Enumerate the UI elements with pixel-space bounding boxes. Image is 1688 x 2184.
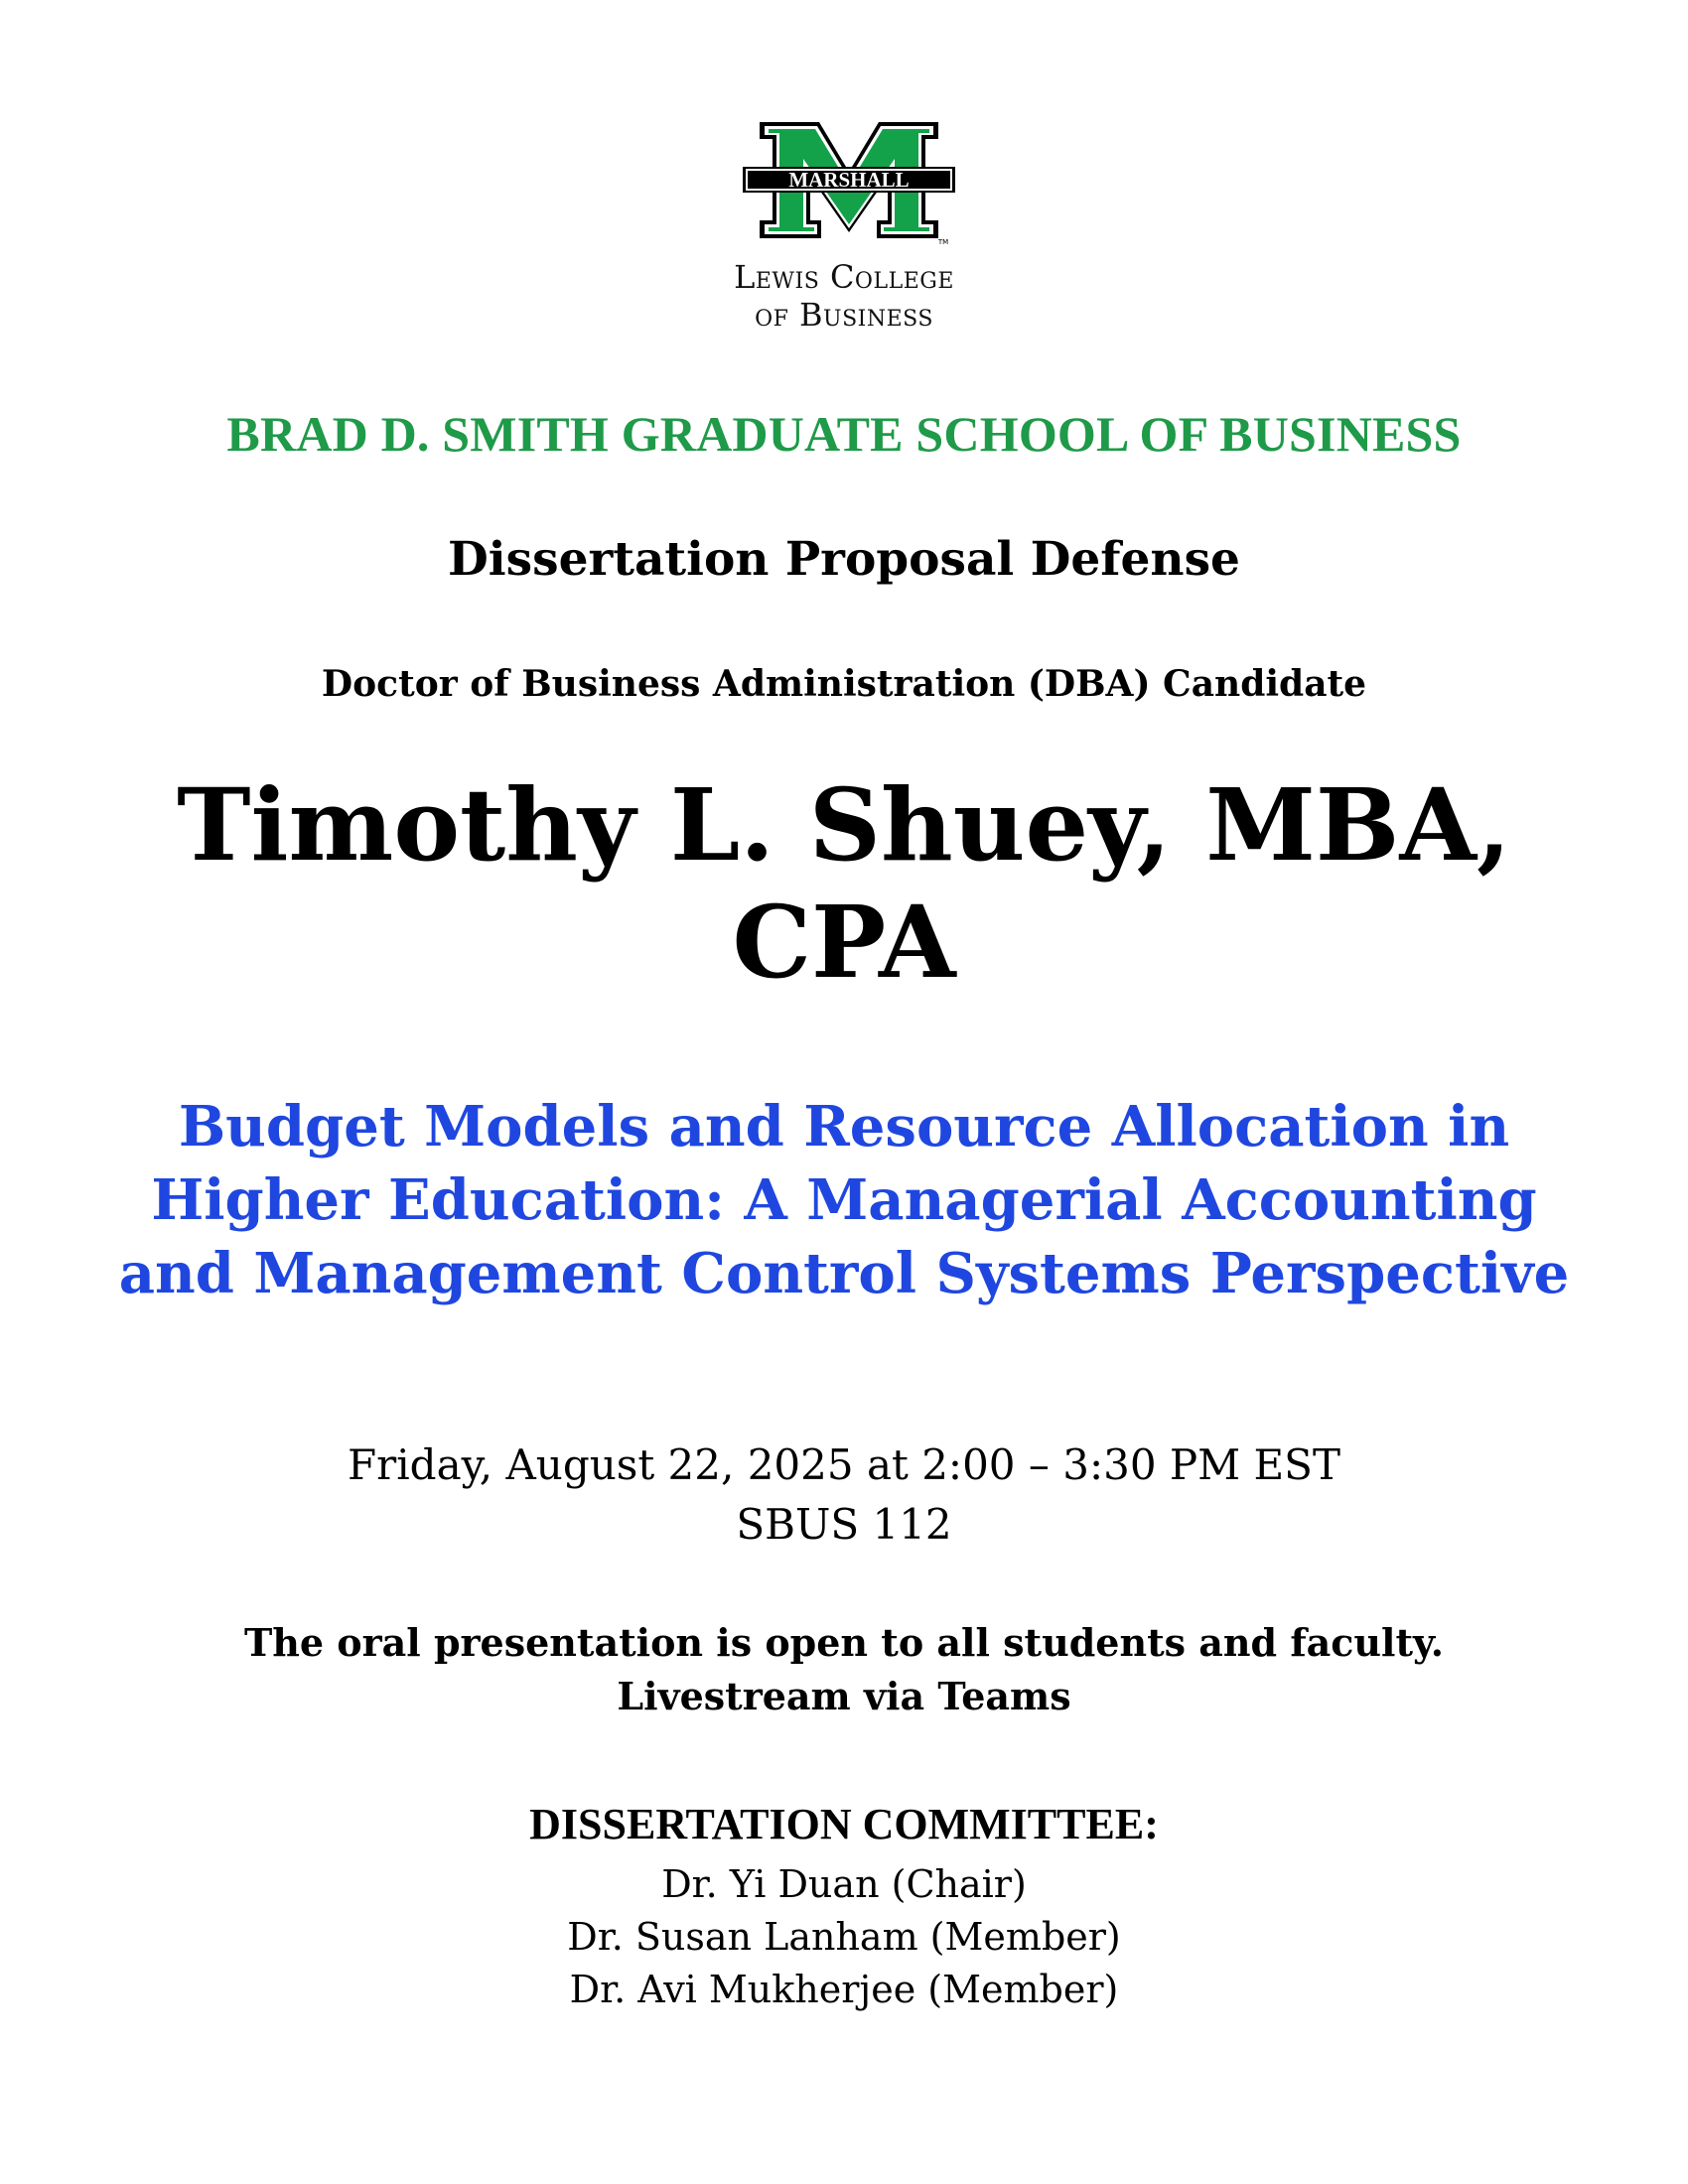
- committee-heading: DISSERTATION COMMITTEE:: [529, 1800, 1159, 1848]
- school-name: BRAD D. SMITH GRADUATE SCHOOL OF BUSINESS: [226, 406, 1462, 462]
- access-info: [0, 1616, 1688, 1723]
- marshall-m-icon: [735, 117, 963, 246]
- open-to-all-text: The oral presentation is open to all students and faculty.: [243, 1620, 1444, 1665]
- college-name-line1: Lewis College: [734, 258, 954, 296]
- candidate-name-line2: CPA: [732, 884, 956, 1001]
- event-type: Dissertation Proposal Defense: [448, 532, 1240, 587]
- logo-trademark: TM: [937, 238, 949, 246]
- dissertation-title-line2: Higher Education: A Managerial Accounting: [151, 1167, 1537, 1233]
- committee-member: Dr. Susan Lanham (Member): [567, 1915, 1121, 1959]
- event-location: SBUS 112: [736, 1500, 952, 1549]
- dissertation-title: [0, 1090, 1688, 1310]
- committee-member: Dr. Avi Mukherjee (Member): [569, 1968, 1119, 2011]
- event-datetime: Friday, August 22, 2025 at 2:00 – 3:30 PM EST: [348, 1440, 1340, 1489]
- candidate-name-line1: Timothy L. Shuey, MBA,: [177, 766, 1511, 884]
- degree-line: Doctor of Business Administration (DBA) Candidate: [321, 663, 1367, 705]
- college-name-line2: of Business: [755, 296, 933, 334]
- livestream-text: Livestream via Teams: [617, 1674, 1071, 1718]
- dissertation-title-line3: and Management Control Systems Perspective: [118, 1241, 1570, 1306]
- committee-member: Dr. Yi Duan (Chair): [661, 1862, 1027, 1906]
- dissertation-title-line1: Budget Models and Resource Allocation in: [178, 1094, 1510, 1160]
- committee-list: [0, 1858, 1688, 2016]
- schedule: [0, 1435, 1688, 1555]
- logo-wordmark: MARSHALL: [788, 168, 910, 192]
- candidate-name: [0, 766, 1688, 1001]
